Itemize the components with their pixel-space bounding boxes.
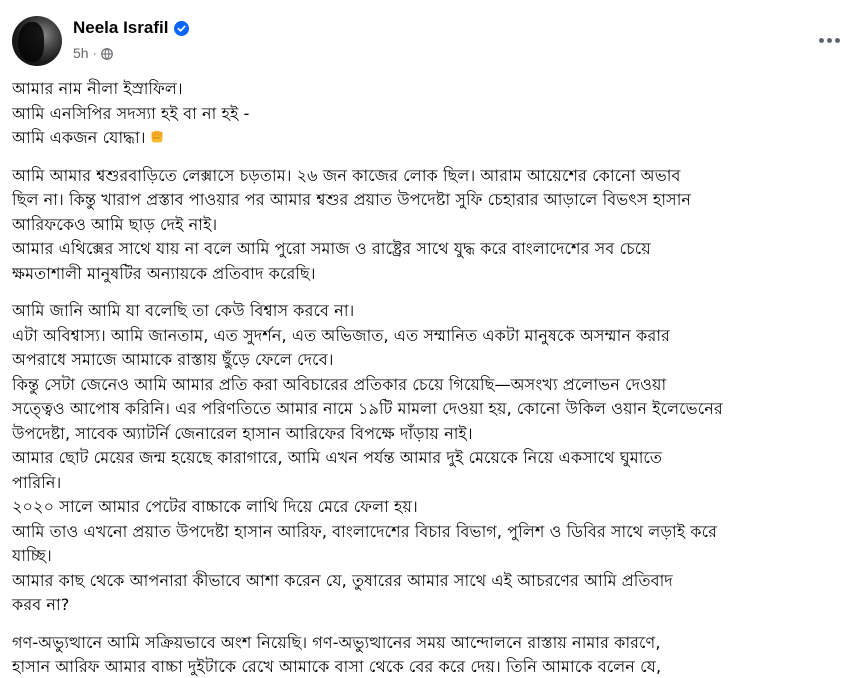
post-text: হাসান আরিফ আমার বাচ্চা দুইটাকে রেখে আমাকে বাসা থেকে বের করে দেয়। তিনি আমাকে বলেন যে, (12, 657, 662, 676)
post-text: পারিনি। (12, 472, 62, 492)
post-text-line (12, 446, 852, 471)
post-paragraph (12, 77, 852, 151)
post-text-line (12, 348, 852, 373)
post-text-line (12, 631, 852, 656)
post-text-line (12, 397, 852, 422)
post-text: আমি তাও এখনো প্রয়াত উপদেষ্টা হাসান আরিফ, বাংলাদেশের বিচার বিভাগ, পুলিশ ও ডিবির সাথে লড়াই করে (12, 521, 717, 541)
post-text-line (12, 324, 852, 349)
post-header (12, 12, 855, 68)
post-text-line (12, 422, 852, 447)
post-text: আমি এনসিপির সদস্যা হই বা না হই - (12, 103, 250, 123)
post-text: আমার ছোট মেয়ের জন্ম হয়েছে কারাগারে, আমি এখন পর্যন্ত আমার দুই মেয়েকে নিয়ে একসাথে ঘুমাতে (12, 448, 663, 467)
post-meta (73, 45, 113, 61)
more-options-icon[interactable] (813, 24, 845, 56)
author-name[interactable]: Neela Israfil (73, 18, 169, 37)
post-text: আমি একজন যোদ্ধা। (12, 128, 146, 147)
post-text-line (12, 593, 852, 618)
post-text: আমার এথিক্সের সাথে যায় না বলে আমি পুরো সমাজ ও রাষ্ট্রের সাথে যুদ্ধ করে বাংলাদেশের সব চেয়ে (12, 239, 651, 258)
post-text-line (12, 299, 852, 324)
post-text: কিন্তু সেটা জেনেও আমি আমার প্রতি করা অবিচারের প্রতিকার চেয়ে গিয়েছি—অসংখ্য প্রলোভন দেওয়া (12, 374, 667, 394)
post-text-line (12, 188, 852, 213)
post-time[interactable]: 5h (73, 45, 89, 61)
post-text-line (12, 471, 852, 496)
author-avatar[interactable] (12, 16, 62, 66)
post-text-line (12, 164, 852, 189)
post-text-line (12, 102, 852, 127)
post-text: এটা অবিশ্বাস্য। আমি জানতাম, এত সুদর্শন, এত অভিজাত, এত সম্মানিত একটা মানুষকে অসম্মান করার (12, 325, 670, 345)
post-text-line (12, 262, 852, 287)
post-text-line (12, 237, 852, 262)
post-body (12, 77, 852, 678)
post-paragraph (12, 299, 852, 618)
post-text: আরিফকেও আমি ছাড় দেই নাই। (12, 214, 218, 234)
post-text-line (12, 495, 852, 520)
post-text-line (12, 126, 852, 151)
post-text: যাচ্ছি। (12, 546, 52, 565)
post-text: সত্ত্বেও আপোষ করিনি। এর পরিণতিতে আমার নামে ১৯টি মামলা দেওয়া হয়, কোনো উকিল ওয়ান ইলেভেনের (12, 399, 723, 418)
raised-fist-icon (148, 128, 166, 146)
post-paragraph (12, 631, 852, 678)
post-text: করব না? (12, 595, 70, 614)
post-text-line (12, 373, 852, 398)
post-paragraph (12, 164, 852, 287)
post-text-line (12, 544, 852, 569)
post-text: গণ-অভ্যুত্থানে আমি সক্রিয়ভাবে অংশ নিয়েছি। গণ-অভ্যুত্থানের সময় আন্দোলনে রাস্তায় নামার কারণে, (12, 632, 661, 652)
post-text: আমি জানি আমি যা বলেছি তা কেউ বিশ্বাস করবে না। (12, 301, 355, 320)
post-text: উপদেষ্টা, সাবেক অ্যাটর্নি জেনারেল হাসান আরিফের বিপক্ষে দাঁড়ায় নাই। (12, 423, 473, 443)
post-text-line (12, 213, 852, 238)
author-row (73, 18, 189, 38)
post-text-line (12, 77, 852, 102)
post-text: আমার নাম নীলা ইস্রাফিল। (12, 79, 183, 98)
post-text: আমি আমার শ্বশুরবাড়িতে লেক্সাসে চড়তাম। ২৬ জন কাজের লোক ছিল। আরাম আয়েশের কোনো অভাব (12, 165, 681, 185)
verified-badge-icon (174, 21, 189, 36)
post-text: অপরাধে সমাজে আমাকে রাস্তায় ছুঁড়ে ফেলে দেবে। (12, 350, 334, 369)
globe-icon[interactable] (101, 47, 113, 59)
post-text: ছিল না। কিন্তু খারাপ প্রস্তাব পাওয়ার পর আমার শ্বশুর প্রয়াত উপদেষ্টা সুফি চেহারার আড়ালে বিভৎস হাসান (12, 190, 692, 209)
post-text-line (12, 655, 852, 678)
meta-separator: · (92, 46, 97, 60)
post-text: ২০২০ সালে আমার পেটের বাচ্চাকে লাথি দিয়ে মেরে ফেলা হয়। (12, 497, 418, 516)
post-text-line (12, 569, 852, 594)
post-text: ক্ষমতাশালী মানুষটির অন্যায়কে প্রতিবাদ করেছি। (12, 263, 316, 283)
post-text: আমার কাছ থেকে আপনারা কীভাবে আশা করেন যে, তুষারের আমার সাথে এই আচরণের আমি প্রতিবাদ (12, 570, 673, 590)
post-text-line (12, 520, 852, 545)
